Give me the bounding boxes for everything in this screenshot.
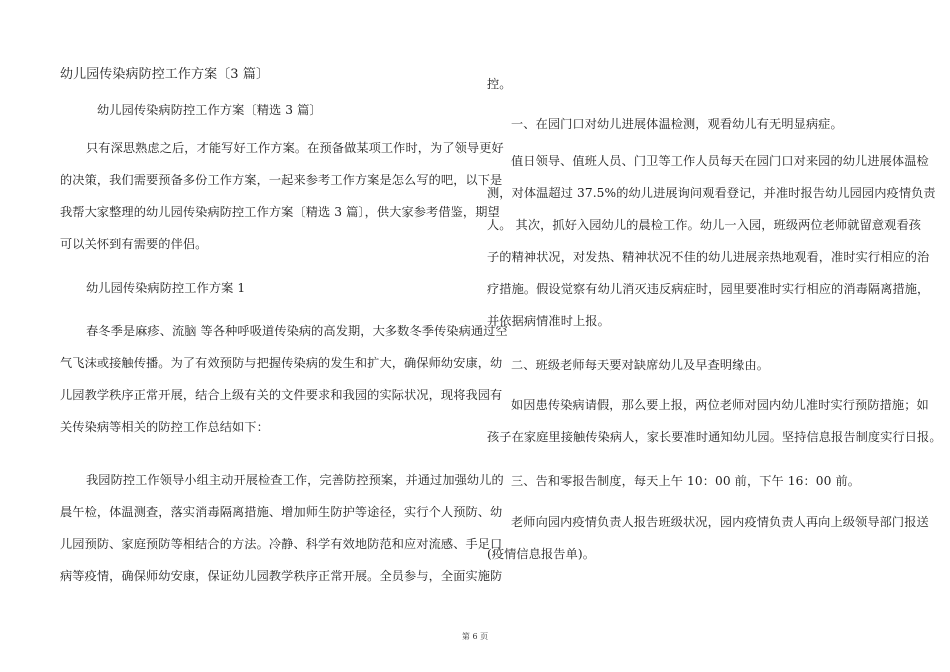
document-subtitle: 幼儿园传染病防控工作方案〔精选 3 篇〕	[97, 103, 322, 117]
section-heading: 幼儿园传染病防控工作方案 1	[86, 281, 246, 295]
paragraph-line: 关传染病等相关的防控工作总结如下：	[60, 420, 269, 434]
page-number: 第 6 页	[461, 632, 489, 641]
paragraph-line: 儿园教学秩序正常开展，结合上级有关的文件要求和我园的实际状况，现将我园有	[60, 388, 503, 402]
paragraph-line: (疫情信息报告单)。	[487, 547, 596, 561]
paragraph-line: 疗措施。假设觉察有幼儿消灭违反病症时，园里要准时实行相应的消毒隔离措施，	[487, 282, 930, 296]
paragraph-line: 人。 其次，抓好入园幼儿的晨检工作。幼儿一入园，班级两位老师就留意观看孩	[487, 218, 922, 232]
document-title: 幼儿园传染病防控工作方案〔3 篇〕	[60, 67, 270, 82]
paragraph-line: 我园防控工作领导小组主动开展检查工作，完善防控预案，并通过加强幼儿的	[86, 473, 504, 487]
paragraph-line: 孩子在家庭里接触传染病人，家长要准时通知幼儿园。坚持信息报告制度实行日报。	[487, 430, 942, 444]
paragraph-line: 并依据病情准时上报。	[487, 314, 610, 328]
section-heading: 二、班级老师每天要对缺席幼儿及早查明缘由。	[511, 358, 770, 372]
paragraph-line: 测，对体温超过 37.5%的幼儿进展询问观看登记，并准时报告幼儿园园内疫情负责	[487, 186, 936, 200]
section-heading: 一、在园门口对幼儿进展体温检测，观看幼儿有无明显病症。	[511, 117, 843, 131]
paragraph-line: 老师向园内疫情负责人报告班级状况，园内疫情负责人再向上级领导部门报送	[511, 515, 929, 529]
paragraph-line: 值日领导、值班人员、门卫等工作人员每天在园门口对来园的幼儿进展体温检	[511, 154, 929, 168]
paragraph-line: 的决策，我们需要预备多份工作方案，一起来参考工作方案是怎么写的吧，以下是	[60, 173, 503, 187]
paragraph-line: 晨午检，体温测查，落实消毒隔离措施、增加师生防护等途径，实行个人预防、幼	[60, 505, 503, 519]
section-heading: 三、告和零报告制度，每天上午 10：00 前，下午 16：00 前。	[511, 474, 861, 488]
paragraph-line: 气飞沫或接触传播。为了有效预防与把握传染病的发生和扩大，确保师幼安康，幼	[60, 356, 503, 370]
paragraph-line: 控。	[487, 77, 512, 91]
paragraph-line: 儿园预防、家庭预防等相结合的方法。冷静、科学有效地防范和应对流感、手足口	[60, 537, 503, 551]
paragraph-line: 如因患传染病请假，那么要上报，两位老师对园内幼儿准时实行预防措施；如	[511, 398, 929, 412]
paragraph-line: 子的精神状况，对发热、精神状况不佳的幼儿进展亲热地观看，准时实行相应的治	[487, 250, 930, 264]
paragraph-line: 只有深思熟虑之后，才能写好工作方案。在预备做某项工作时，为了领导更好	[86, 141, 504, 155]
paragraph-line: 春冬季是麻疹、流脑 等各种呼吸道传染病的高发期，大多数冬季传染病通过空	[86, 324, 508, 338]
paragraph-line: 我帮大家整理的幼儿园传染病防控工作方案〔精选 3 篇〕，供大家参考借鉴，期望	[60, 205, 500, 219]
paragraph-line: 可以关怀到有需要的伴侣。	[60, 237, 208, 251]
paragraph-line: 病等疫情，确保师幼安康，保证幼儿园教学秩序正常开展。全员参与，全面实施防	[60, 569, 503, 583]
